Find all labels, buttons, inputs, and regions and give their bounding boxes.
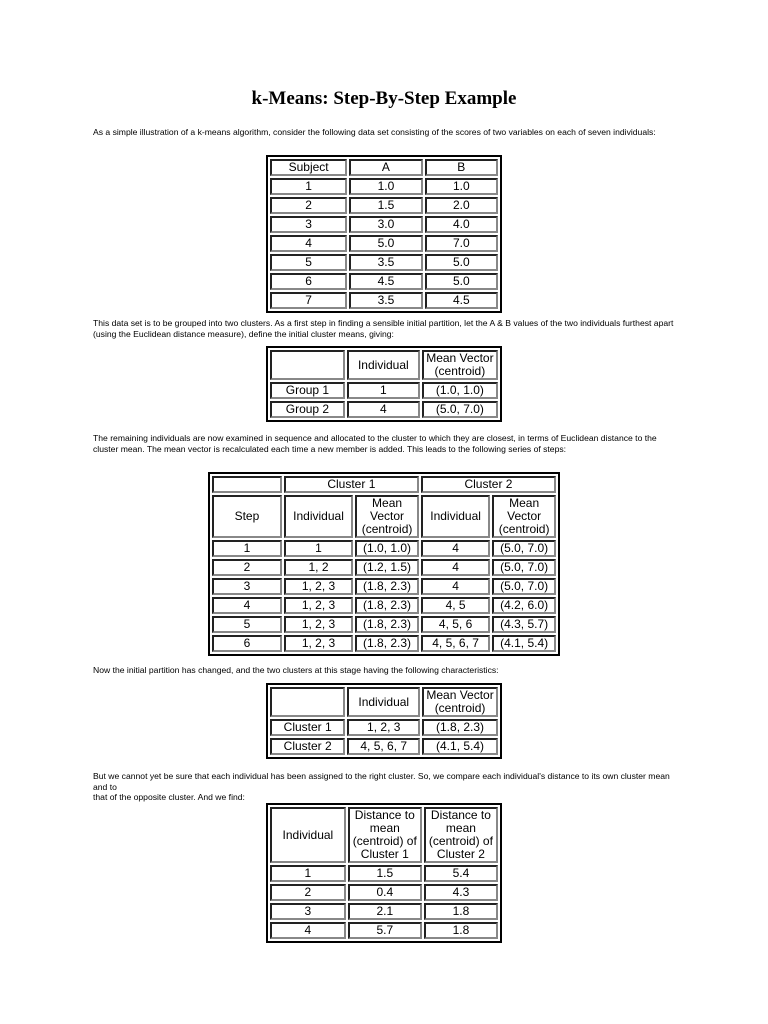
cell: 2.0 xyxy=(425,197,498,214)
distance-table xyxy=(266,803,502,943)
cell: (1.0, 1.0) xyxy=(355,540,419,557)
cell: 4.3 xyxy=(424,884,498,901)
cell: (5.0, 7.0) xyxy=(492,578,556,595)
cell: (5.0, 7.0) xyxy=(492,540,556,557)
cell: (1.8, 2.3) xyxy=(355,616,419,633)
table-row xyxy=(270,922,498,939)
cell: 1, 2, 3 xyxy=(284,616,353,633)
table-row xyxy=(270,719,498,736)
table-row xyxy=(270,197,498,214)
cell: 1.5 xyxy=(349,197,422,214)
group-header-cluster-2: Cluster 2 xyxy=(421,476,556,493)
table-row xyxy=(212,597,556,614)
table-row xyxy=(270,382,498,399)
cell: 5.0 xyxy=(349,235,422,252)
table-row xyxy=(212,635,556,652)
cell: 1 xyxy=(270,865,346,882)
steps-table xyxy=(208,472,560,656)
header-step: Step xyxy=(212,495,282,538)
cell: (5.0, 7.0) xyxy=(422,401,498,418)
header-mean-vector-2: Mean Vector (centroid) xyxy=(492,495,556,538)
table-row xyxy=(212,559,556,576)
cell: 1, 2, 3 xyxy=(284,597,353,614)
cell: Cluster 1 xyxy=(270,719,345,736)
cell: 4 xyxy=(212,597,282,614)
cell: 1.8 xyxy=(424,903,498,920)
cell: 1, 2, 3 xyxy=(284,578,353,595)
page-title: k-Means: Step-By-Step Example xyxy=(251,88,517,109)
cell: 4, 5, 6 xyxy=(421,616,490,633)
header-mean-vector-1: Mean Vector (centroid) xyxy=(355,495,419,538)
partition-paragraph: This data set is to be grouped into two clusters. As a first step in finding a sensible initial partition, let the A & B values of the two individuals furthest apart (using the Euclidean distance measure), define the initial cluster means, giving: xyxy=(93,318,674,339)
cell: 6 xyxy=(212,635,282,652)
table-header-row xyxy=(270,807,498,863)
table-row xyxy=(212,578,556,595)
initial-means-table xyxy=(266,346,502,422)
table-row xyxy=(270,273,498,290)
table-row xyxy=(270,865,498,882)
intro-paragraph: As a simple illustration of a k-means algorithm, consider the following data set consisting of the scores of two variables on each of seven individuals: xyxy=(93,127,656,137)
cell: 2 xyxy=(270,197,347,214)
cell: 1 xyxy=(212,540,282,557)
cell: 1 xyxy=(270,178,347,195)
cell: (5.0, 7.0) xyxy=(492,559,556,576)
cell: (1.8, 2.3) xyxy=(422,719,498,736)
cell: 4 xyxy=(421,578,490,595)
steps-paragraph: The remaining individuals are now examined in sequence and allocated to the cluster to which they are closest, in terms of Euclidean distance to the cluster mean. The mean vector is recalculated each time a new member is added. This leads to the following series of steps: xyxy=(93,433,657,454)
cluster-characteristics-table xyxy=(266,683,502,759)
cell: 4, 5, 6, 7 xyxy=(347,738,420,755)
cell: 4 xyxy=(270,922,346,939)
comparison-paragraph-line-1: But we cannot yet be sure that each individual has been assigned to the right cluster. So, we compare each individual's distance to its own cluster mean and to xyxy=(93,771,670,792)
cell: 2 xyxy=(212,559,282,576)
cell: 1 xyxy=(284,540,353,557)
cell: 4 xyxy=(421,559,490,576)
table-row xyxy=(270,903,498,920)
header-individual: Individual xyxy=(270,807,346,863)
cell: 3 xyxy=(270,216,347,233)
cell: 4.5 xyxy=(425,292,498,309)
cell: (4.1, 5.4) xyxy=(422,738,498,755)
cell: 5.0 xyxy=(425,273,498,290)
cell: Cluster 2 xyxy=(270,738,345,755)
header-empty xyxy=(270,687,345,717)
cell: 3.5 xyxy=(349,254,422,271)
cell: (4.2, 6.0) xyxy=(492,597,556,614)
cell: 0.4 xyxy=(348,884,422,901)
cell: (1.8, 2.3) xyxy=(355,578,419,595)
cell: 4.0 xyxy=(425,216,498,233)
cell: (1.8, 2.3) xyxy=(355,635,419,652)
cell: 4, 5, 6, 7 xyxy=(421,635,490,652)
cell: (4.3, 5.7) xyxy=(492,616,556,633)
cell: 1.5 xyxy=(348,865,422,882)
cell: 3 xyxy=(270,903,346,920)
cell: 4, 5 xyxy=(421,597,490,614)
cell: 3.5 xyxy=(349,292,422,309)
cell: (1.2, 1.5) xyxy=(355,559,419,576)
table-row xyxy=(270,401,498,418)
table-row xyxy=(270,292,498,309)
table-header-row xyxy=(270,687,498,717)
table-row xyxy=(270,254,498,271)
characteristics-paragraph: Now the initial partition has changed, and the two clusters at this stage having the following characteristics: xyxy=(93,665,499,675)
header-individual-2: Individual xyxy=(421,495,490,538)
group-header-empty xyxy=(212,476,282,493)
cell: 1.0 xyxy=(349,178,422,195)
cell: Group 2 xyxy=(270,401,345,418)
table-row xyxy=(270,235,498,252)
cell: 2 xyxy=(270,884,346,901)
table-row xyxy=(270,738,498,755)
cell: 1.8 xyxy=(424,922,498,939)
cell: 2.1 xyxy=(348,903,422,920)
group-header-cluster-1: Cluster 1 xyxy=(284,476,419,493)
header-distance-cluster-1: Distance to mean (centroid) of Cluster 1 xyxy=(348,807,422,863)
comparison-paragraph-line-2: that of the opposite cluster. And we find: xyxy=(93,792,245,802)
cell: 1 xyxy=(347,382,420,399)
cell: 1, 2 xyxy=(284,559,353,576)
cell: 3 xyxy=(212,578,282,595)
table-header-row xyxy=(270,350,498,380)
cell: (1.8, 2.3) xyxy=(355,597,419,614)
cell: 3.0 xyxy=(349,216,422,233)
cell: Group 1 xyxy=(270,382,345,399)
cell: 7 xyxy=(270,292,347,309)
cell: 1, 2, 3 xyxy=(347,719,420,736)
header-empty xyxy=(270,350,345,380)
table-header-row xyxy=(270,159,498,176)
header-subject: Subject xyxy=(270,159,347,176)
data-set-table xyxy=(266,155,502,313)
header-individual: Individual xyxy=(347,350,420,380)
cell: 7.0 xyxy=(425,235,498,252)
table-row xyxy=(212,540,556,557)
cell: 5.7 xyxy=(348,922,422,939)
cell: 5 xyxy=(270,254,347,271)
cell: 4 xyxy=(421,540,490,557)
table-row xyxy=(270,884,498,901)
header-mean-vector: Mean Vector (centroid) xyxy=(422,687,498,717)
cell: 5.0 xyxy=(425,254,498,271)
table-header-row xyxy=(212,495,556,538)
cell: (1.0, 1.0) xyxy=(422,382,498,399)
cell: 1, 2, 3 xyxy=(284,635,353,652)
table-row xyxy=(270,178,498,195)
table-row xyxy=(212,616,556,633)
cell: (4.1, 5.4) xyxy=(492,635,556,652)
header-individual: Individual xyxy=(347,687,420,717)
table-row xyxy=(270,216,498,233)
cell: 6 xyxy=(270,273,347,290)
cell: 4 xyxy=(270,235,347,252)
cell: 5 xyxy=(212,616,282,633)
header-b: B xyxy=(425,159,498,176)
cell: 4 xyxy=(347,401,420,418)
cell: 4.5 xyxy=(349,273,422,290)
header-mean-vector: Mean Vector (centroid) xyxy=(422,350,498,380)
header-individual-1: Individual xyxy=(284,495,353,538)
cell: 5.4 xyxy=(424,865,498,882)
table-group-header-row xyxy=(212,476,556,493)
cell: 1.0 xyxy=(425,178,498,195)
header-a: A xyxy=(349,159,422,176)
header-distance-cluster-2: Distance to mean (centroid) of Cluster 2 xyxy=(424,807,498,863)
